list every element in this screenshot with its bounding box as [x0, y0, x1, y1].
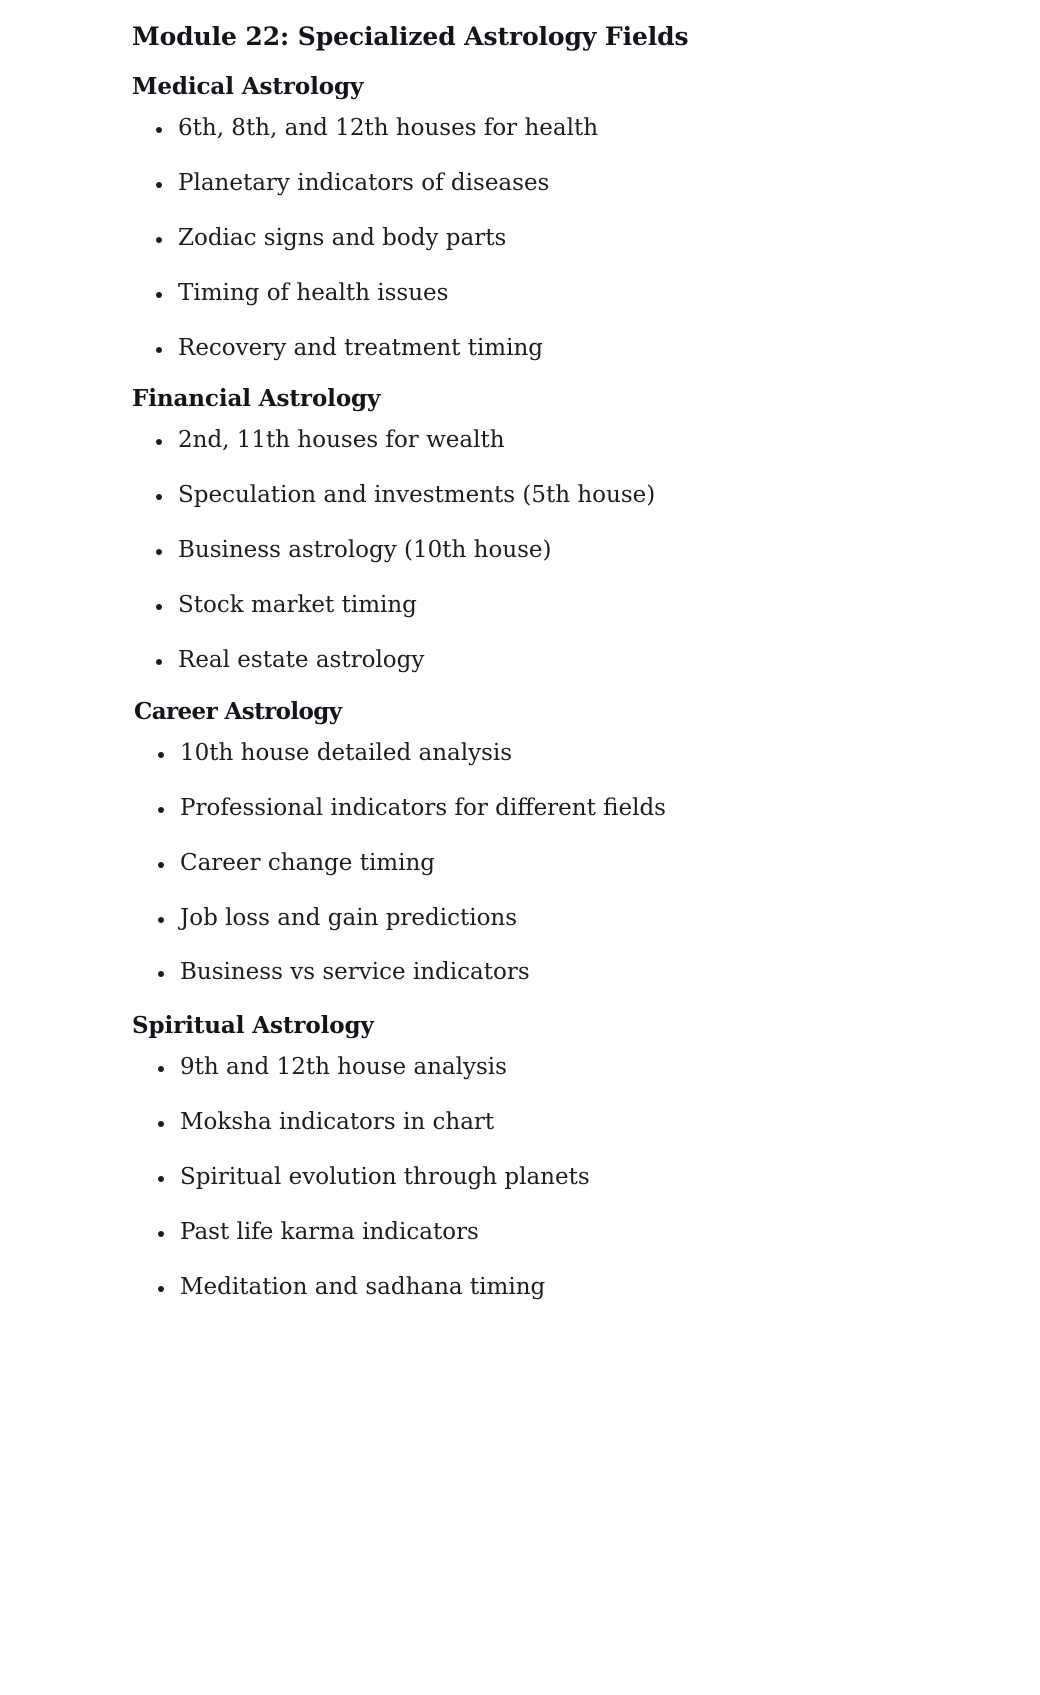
- section-heading-financial: Financial Astrology: [132, 385, 381, 413]
- list-item: Past life karma indicators: [130, 1218, 980, 1248]
- list-item: Business vs service indicators: [130, 958, 980, 988]
- list-item: Business astrology (10th house): [130, 536, 980, 566]
- list-item: Zodiac signs and body parts: [130, 224, 980, 254]
- section-heading-career: Career Astrology: [134, 697, 342, 725]
- bullet-list-medical: [130, 114, 980, 363]
- list-item: Spiritual evolution through planets: [130, 1163, 980, 1193]
- list-item: Job loss and gain predictions: [130, 904, 980, 934]
- section-spiritual-astrology: [130, 1012, 980, 1302]
- bullet-list-career: [130, 739, 980, 988]
- bullet-list-financial: [130, 426, 980, 675]
- list-item: Timing of health issues: [130, 279, 980, 309]
- list-item: Meditation and sadhana timing: [130, 1273, 980, 1303]
- section-heading-spiritual: Spiritual Astrology: [132, 1012, 374, 1040]
- list-item: Recovery and treatment timing: [130, 334, 980, 364]
- list-item: 6th, 8th, and 12th houses for health: [130, 114, 980, 144]
- list-item: Planetary indicators of diseases: [130, 169, 980, 199]
- list-item: Stock market timing: [130, 591, 980, 621]
- list-item: Real estate astrology: [130, 646, 980, 676]
- list-item: 10th house detailed analysis: [130, 739, 980, 769]
- list-item: 9th and 12th house analysis: [130, 1053, 980, 1083]
- list-item: Speculation and investments (5th house): [130, 481, 980, 511]
- list-item: 2nd, 11th houses for wealth: [130, 426, 980, 456]
- page-title: Module 22: Specialized Astrology Fields: [132, 22, 689, 51]
- list-item: Moksha indicators in chart: [130, 1108, 980, 1138]
- section-financial-astrology: [130, 385, 980, 675]
- list-item: Professional indicators for different fields: [130, 794, 980, 824]
- section-medical-astrology: [130, 73, 980, 363]
- list-item: Career change timing: [130, 849, 980, 879]
- section-heading-medical: Medical Astrology: [132, 73, 364, 100]
- section-career-astrology: [130, 698, 980, 988]
- bullet-list-spiritual: [130, 1053, 980, 1302]
